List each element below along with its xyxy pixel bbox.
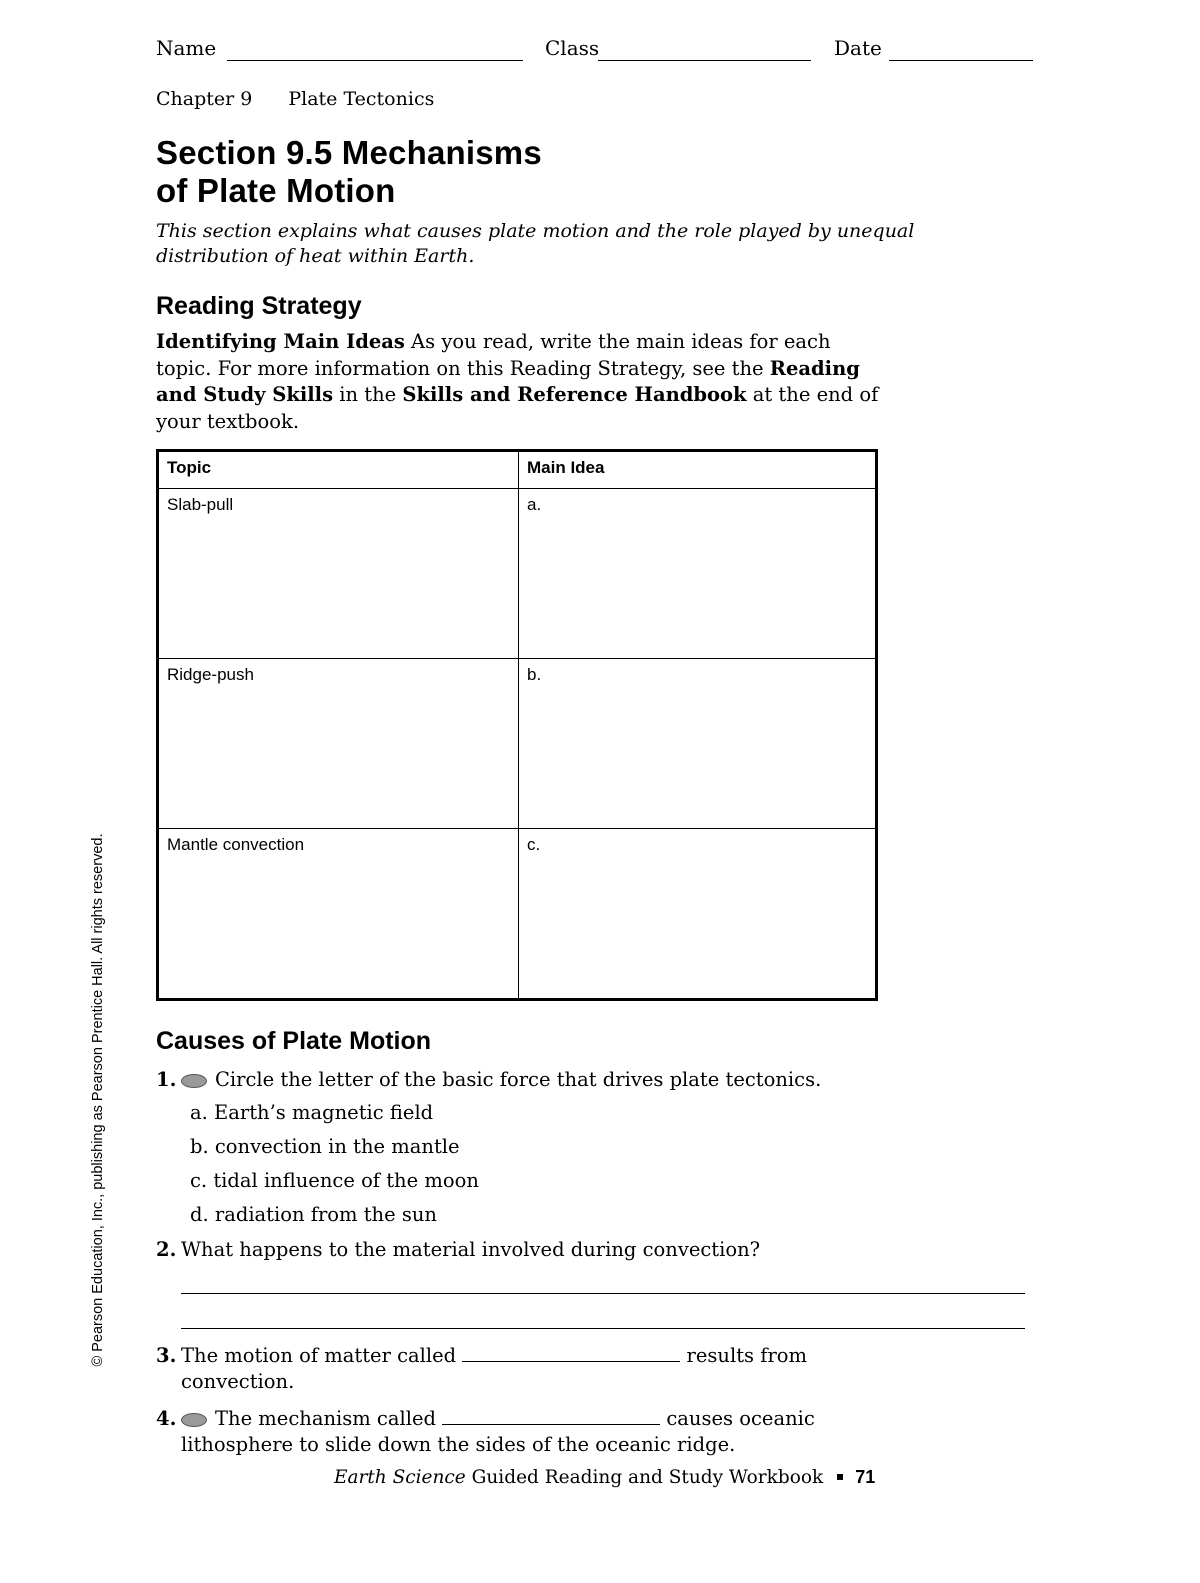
footer-book-title: Guided Reading and Study Workbook [465, 1467, 824, 1488]
question-number: 2. [156, 1238, 177, 1261]
strategy-bold1: Reading and Study Skills [156, 356, 860, 406]
strategy-lead: Identifying Main Ideas [156, 330, 405, 353]
footer-book-title-italic: Earth Science [334, 1467, 466, 1488]
option-letter[interactable]: b. [190, 1135, 209, 1158]
question-text-before: The mechanism called [215, 1407, 443, 1430]
table-header-topic: Topic [158, 451, 519, 489]
main-idea-cell[interactable]: c. [519, 829, 877, 1000]
option-text: Earth’s magnetic field [214, 1101, 434, 1124]
chapter-title: Plate Tectonics [288, 88, 435, 110]
option-a[interactable] [190, 1101, 433, 1124]
option-letter[interactable]: c. [190, 1169, 208, 1192]
question-4 [156, 1406, 856, 1458]
question-text: What happens to the material involved during convection? [181, 1238, 761, 1261]
name-label: Name [156, 36, 217, 60]
copyright-notice: © Pearson Education, Inc., publishing as Pearson Prentice Hall. All rights reserved. [90, 833, 106, 1367]
question-number: 3. [156, 1344, 177, 1367]
fill-in-blank[interactable] [462, 1343, 680, 1362]
option-text: radiation from the sun [214, 1203, 437, 1226]
reading-strategy-text [156, 329, 886, 435]
topic-cell: Ridge-push [158, 659, 519, 829]
question-text-after: results from [680, 1344, 808, 1367]
option-text: tidal influence of the moon [213, 1169, 479, 1192]
section-title-line2: of Plate Motion [156, 172, 396, 209]
class-field[interactable] [598, 60, 811, 61]
question-number: 1. [156, 1068, 177, 1091]
section-title [156, 134, 542, 210]
answer-line[interactable] [181, 1328, 1025, 1329]
question-number: 4. [156, 1407, 177, 1430]
option-c[interactable] [190, 1169, 479, 1192]
key-concept-oval-icon [181, 1074, 207, 1088]
table-row [158, 489, 877, 659]
section-title-line1: Section 9.5 Mechanisms [156, 134, 542, 171]
option-b[interactable] [190, 1135, 460, 1158]
class-label: Class [545, 36, 600, 60]
main-idea-cell[interactable]: a. [519, 489, 877, 659]
question-text-line2: lithosphere to slide down the sides of the oceanic ridge. [181, 1433, 736, 1456]
strategy-text2: in the [333, 383, 403, 406]
question-text: Circle the letter of the basic force that drives plate tectonics. [215, 1068, 822, 1091]
fill-in-blank[interactable] [442, 1406, 660, 1425]
question-text-before: The motion of matter called [181, 1344, 463, 1367]
table-row [158, 659, 877, 829]
date-label: Date [834, 36, 882, 60]
strategy-text3: at the end of your textbook. [156, 383, 879, 433]
answer-line[interactable] [181, 1293, 1025, 1294]
question-text-after: causes oceanic [660, 1407, 815, 1430]
topic-cell: Mantle convection [158, 829, 519, 1000]
name-field[interactable] [227, 60, 523, 61]
option-text: convection in the mantle [214, 1135, 460, 1158]
square-bullet-icon [837, 1474, 843, 1480]
table-header-main-idea: Main Idea [519, 451, 877, 489]
main-ideas-table [156, 449, 878, 1001]
page-number: 71 [855, 1467, 876, 1487]
strategy-text1: As you read, write the main ideas for each topic. For more information on this Reading Strategy, see the [156, 330, 831, 380]
topic-cell: Slab-pull [158, 489, 519, 659]
chapter-number: Chapter 9 [156, 88, 253, 110]
option-d[interactable] [190, 1203, 437, 1226]
key-concept-oval-icon [181, 1413, 207, 1427]
option-letter[interactable]: d. [190, 1203, 209, 1226]
section-intro: This section explains what causes plate motion and the role played by unequal distribution of heat within Earth. [156, 220, 915, 267]
table-row [158, 829, 877, 1000]
question-1 [156, 1067, 821, 1093]
causes-heading: Causes of Plate Motion [156, 1027, 432, 1055]
page-footer [334, 1467, 875, 1488]
question-2 [156, 1237, 760, 1263]
option-letter[interactable]: a. [190, 1101, 208, 1124]
question-text-line2: convection. [181, 1370, 295, 1393]
table-header-row [158, 451, 877, 489]
reading-strategy-heading: Reading Strategy [156, 292, 362, 320]
question-3 [156, 1343, 856, 1395]
chapter-heading [156, 88, 434, 110]
main-idea-cell[interactable]: b. [519, 659, 877, 829]
date-field[interactable] [889, 60, 1033, 61]
strategy-bold2: Skills and Reference Handbook [402, 383, 747, 406]
